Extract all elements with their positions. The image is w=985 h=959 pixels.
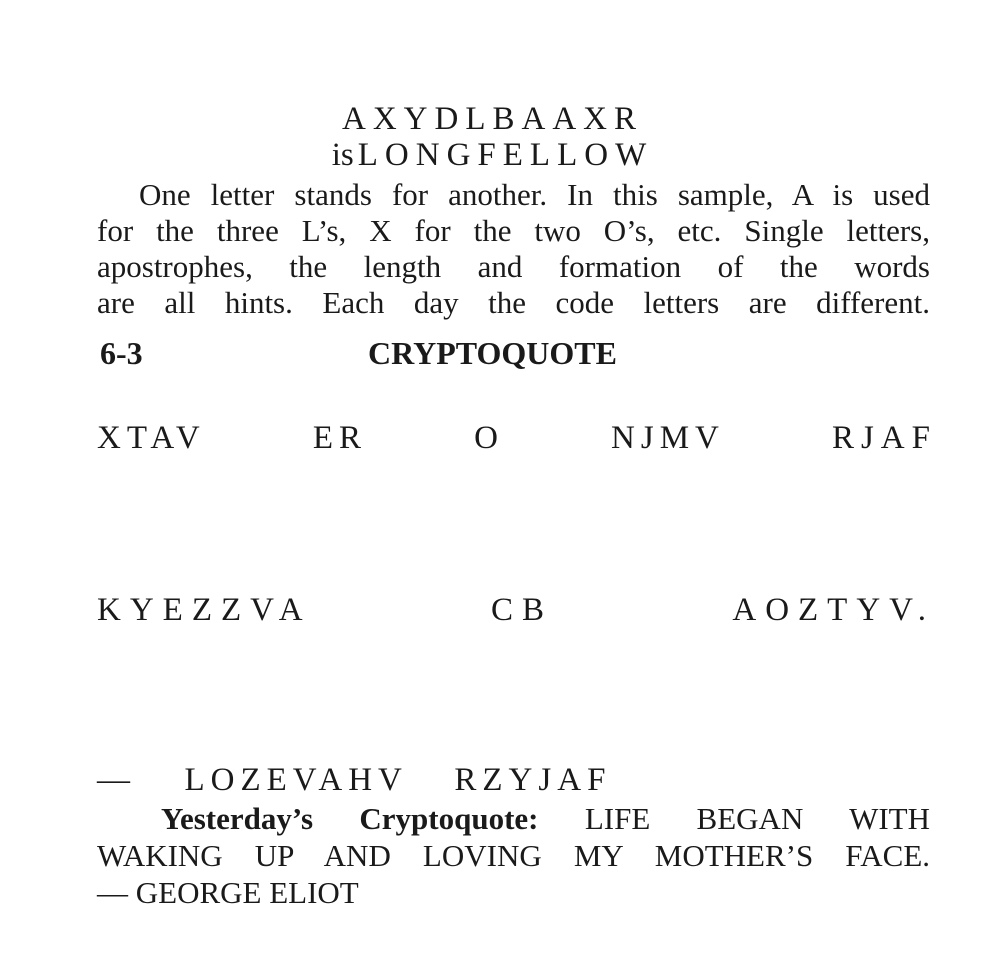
instructions [97, 177, 930, 321]
sample-code: AXYDLBAAXR [342, 101, 643, 137]
puzzle-word: XTAV [97, 420, 206, 456]
yesterday-line-1 [97, 800, 930, 837]
puzzle-word: RJAF [831, 420, 937, 456]
yesterday-label: Yesterday’s Cryptoquote: [161, 801, 539, 836]
yesterday-answer [97, 800, 930, 911]
sample-decoded: LONGFELLOW [357, 137, 654, 173]
instructions-line-2: for the three L’s, X for the two O’s, etc. Single letters, [97, 213, 930, 248]
yesterday-line-3: — GEORGE ELIOT [97, 875, 359, 910]
instructions-line-1: One letter stands for another. In this sample, A is used [139, 177, 930, 212]
puzzle-line-2 [97, 592, 935, 629]
yesterday-text: LIFE BEGAN WITH [584, 801, 930, 836]
instructions-line-4: are all hints. Each day the code letters are different. [97, 285, 930, 320]
puzzle-word: KYEZZVA [97, 592, 312, 628]
attribution-word: LOZEVAHV [184, 762, 408, 798]
attribution-word: RZYJAF [454, 762, 612, 798]
puzzle-word: NJMV [611, 420, 725, 456]
puzzle-word: ER [312, 420, 368, 456]
attribution-line [97, 762, 611, 799]
instructions-line-3: apostrophes, the length and formation of the words [97, 249, 930, 284]
puzzle-line-1 [97, 420, 937, 457]
puzzle-word: CB [490, 592, 553, 628]
puzzle-number: 6-3 [100, 335, 143, 371]
attribution-dash: — [97, 762, 130, 798]
puzzle-word: AOZTYV. [732, 592, 935, 628]
sample-decoded-line [0, 137, 985, 174]
puzzle-word: O [474, 420, 504, 456]
sample-is-word: is [331, 137, 354, 173]
yesterday-line-2: WAKING UP AND LOVING MY MOTHER’S FACE. [97, 838, 930, 873]
puzzle-title: CRYPTOQUOTE [368, 335, 617, 371]
